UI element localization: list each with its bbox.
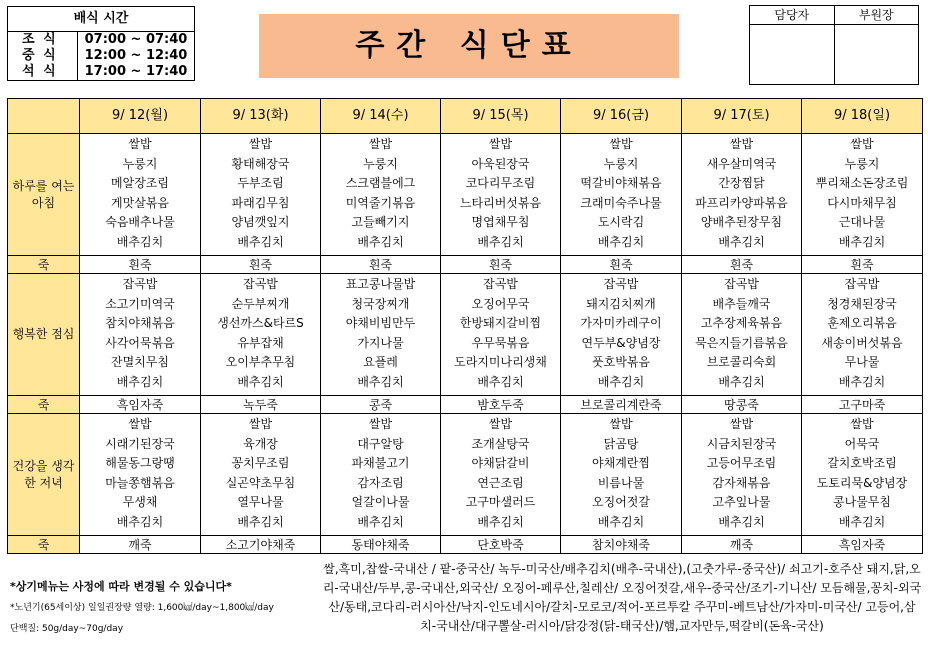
menu-item: 해물동그랑땡 <box>105 456 175 471</box>
menu-item: 콩나물무침 <box>833 495 891 510</box>
menu-item: 쌀밥 <box>729 137 754 151</box>
menu-item: 시금치된장국 <box>706 436 777 451</box>
menu-item: 감자조림 <box>357 475 404 490</box>
day-header: 9/ 18(일) <box>802 99 923 134</box>
menu-item: 사각어묵볶음 <box>105 335 175 350</box>
menu-item: 두부조림 <box>237 176 284 191</box>
serving-label: 석 식 <box>8 64 78 80</box>
menu-item: 메알장조림 <box>111 176 169 191</box>
menu-item: 뿌리채소돈장조림 <box>815 176 909 191</box>
menu-item-list <box>80 274 200 393</box>
menu-item: 잔멸치무침 <box>111 355 169 370</box>
signature-area[interactable] <box>750 25 834 84</box>
menu-item: 갈치호박조림 <box>827 456 897 471</box>
menu-item: 묵은지들기름볶음 <box>695 335 788 350</box>
meal-label-breakfast: 하루를 여는 아침 <box>8 134 80 256</box>
menu-item-list <box>802 274 922 393</box>
ingredient-origin-info: 쌀,흑미,찹쌀-국내산 / 팥-중국산/ 녹두-미국산/배추김치(배추-국내산),(고춧가루-중국산)/ 쇠고기-호주산 돼지,닭,오리-국내산/두부,콩-국내산,외국산/ 오징어-페루산,칠레산/ 오징어젓갈,새우-중국산/조기-기니산/ 모듬해물,꽁치-외국산/동태,코다리-러시아산/낙지-인도네시아/갈치-모로코/적어-포르투칼 주꾸미-베트남산/가자미-미국산/ 고등어,삼치-국내산/대구뽈살-러시아/닭강정(닭-태국산)/햄,교자만두,떡갈비(돈육-국산) <box>322 562 922 633</box>
menu-item: 무생채 <box>122 495 158 510</box>
menu-item: 잡곡밥 <box>243 277 278 291</box>
menu-item-list <box>201 414 320 533</box>
menu-item: 코다리무조림 <box>465 176 536 191</box>
juk-cell: 흰죽 <box>561 256 682 274</box>
menu-item: 배추김치 <box>718 374 765 389</box>
serving-time: 12:00 ~ 12:40 <box>84 48 188 63</box>
juk-cell: 동태야채죽 <box>321 536 441 554</box>
approval-header: 부원장 <box>835 6 919 25</box>
menu-item-list <box>441 274 560 393</box>
menu-cell <box>201 274 321 396</box>
menu-item: 배추김치 <box>357 234 404 249</box>
menu-item: 쌀밥 <box>729 417 754 431</box>
menu-item: 파채불고기 <box>351 456 410 471</box>
menu-item: 감자채볶음 <box>712 475 771 490</box>
menu-item: 조개살탕국 <box>471 436 530 451</box>
menu-item: 배추김치 <box>718 514 765 529</box>
menu-item: 배추김치 <box>718 234 765 249</box>
menu-cell <box>201 414 321 536</box>
serving-time: 17:00 ~ 17:40 <box>84 64 188 79</box>
menu-item: 잡곡밥 <box>844 277 880 291</box>
menu-item: 순두부찌개 <box>231 296 290 311</box>
menu-item: 쌀밥 <box>488 417 513 431</box>
menu-item: 무나물 <box>844 355 880 370</box>
menu-item: 연두부&양념장 <box>581 335 661 350</box>
notes-box <box>7 560 317 656</box>
juk-cell: 흑임자죽 <box>802 536 923 554</box>
menu-item: 도토리묵&양념장 <box>816 475 908 490</box>
menu-item: 배추김치 <box>838 234 886 249</box>
menu-item: 우무묵볶음 <box>471 335 530 350</box>
menu-item: 고구마샐러드 <box>465 495 536 510</box>
menu-item: 고등어무조림 <box>706 456 777 471</box>
menu-item: 배추김치 <box>237 234 284 249</box>
menu-item: 표고콩나물밥 <box>345 277 416 291</box>
juk-cell: 깨죽 <box>80 536 201 554</box>
menu-item: 새우살미역국 <box>706 156 777 171</box>
menu-item: 쌀밥 <box>128 417 152 431</box>
menu-item-list <box>321 274 440 393</box>
juk-cell: 흑임자죽 <box>80 396 201 414</box>
menu-item: 생선까스&타르S <box>217 316 304 331</box>
menu-cell <box>682 134 802 256</box>
menu-item: 배추김치 <box>838 374 886 389</box>
menu-item: 배추김치 <box>237 374 284 389</box>
menu-item: 도라지미나리생채 <box>454 355 547 370</box>
menu-item: 배추김치 <box>597 514 645 529</box>
menu-item: 누룽지 <box>844 156 880 171</box>
menu-item-list <box>321 134 440 253</box>
breakfast-row <box>8 134 923 256</box>
juk-cell: 소고기야채죽 <box>201 536 321 554</box>
menu-item-list <box>802 134 922 253</box>
approval-header: 담당자 <box>750 6 834 25</box>
juk-cell: 흰죽 <box>682 256 802 274</box>
menu-cell <box>802 274 923 396</box>
serving-time: 07:00 ~ 07:40 <box>84 32 188 47</box>
menu-item: 소고기미역국 <box>105 296 175 311</box>
menu-item: 누룽지 <box>363 156 398 171</box>
juk-label: 죽 <box>8 396 80 414</box>
juk-cell: 흰죽 <box>80 256 201 274</box>
day-header: 9/ 17(토) <box>682 99 802 134</box>
menu-item: 아욱된장국 <box>471 156 530 171</box>
menu-item-list <box>441 414 560 533</box>
juk-cell: 흰죽 <box>321 256 441 274</box>
menu-item: 잡곡밥 <box>483 277 518 291</box>
menu-item-list <box>441 134 560 253</box>
menu-item: 배추김치 <box>357 514 404 529</box>
menu-item: 청경채된장국 <box>827 296 897 311</box>
juk-cell: 흰죽 <box>802 256 923 274</box>
menu-item: 쌀밥 <box>609 417 633 431</box>
menu-item: 훈제오리볶음 <box>827 316 897 331</box>
change-notice: *상기메뉴는 사정에 따라 변경될 수 있습니다* <box>10 580 232 593</box>
menu-item: 오이부추무침 <box>225 355 296 370</box>
menu-item: 육개장 <box>243 436 278 451</box>
menu-item: 배추김치 <box>116 374 164 389</box>
juk-label: 죽 <box>8 536 80 554</box>
menu-item: 누룽지 <box>122 156 158 171</box>
menu-item: 참치야채볶음 <box>105 316 175 331</box>
menu-item: 게맛살볶음 <box>111 195 169 210</box>
menu-item: 브로콜리숙회 <box>706 355 777 370</box>
menu-cell <box>441 414 561 536</box>
day-header-row <box>8 99 923 134</box>
menu-item: 마늘쫑햄볶음 <box>105 475 175 490</box>
menu-cell <box>80 414 201 536</box>
juk-label: 죽 <box>8 256 80 274</box>
juk-cell: 흰죽 <box>201 256 321 274</box>
menu-item: 파프리카양파볶음 <box>695 195 788 210</box>
menu-item: 배추김치 <box>477 374 524 389</box>
menu-item-list <box>802 414 922 533</box>
menu-item: 쌀밥 <box>248 137 273 151</box>
menu-item: 고들빼기지 <box>351 215 410 230</box>
menu-item: 간장찜닭 <box>718 176 765 191</box>
menu-item: 배추김치 <box>477 514 524 529</box>
serving-label: 조 식 <box>8 32 78 48</box>
menu-item: 미역줄기볶음 <box>345 195 416 210</box>
menu-item: 돼지김치찌개 <box>586 296 656 311</box>
day-header: 9/ 14(수) <box>321 99 441 134</box>
menu-item: 풋호박볶음 <box>592 355 650 370</box>
menu-item: 어묵국 <box>844 436 880 451</box>
juk-cell: 깨죽 <box>682 536 802 554</box>
menu-item-list <box>201 274 320 393</box>
serving-label: 중 식 <box>8 48 78 64</box>
serving-row-dinner <box>8 64 194 80</box>
menu-item: 쌀밥 <box>850 137 874 151</box>
menu-cell <box>561 414 682 536</box>
menu-item: 얼갈이나물 <box>351 495 410 510</box>
menu-item: 대구알탕 <box>357 436 404 451</box>
approval-col-manager <box>750 6 834 84</box>
menu-item: 유부잡채 <box>237 335 284 350</box>
menu-item: 배추김치 <box>477 234 524 249</box>
menu-item-list <box>682 274 801 393</box>
menu-item: 야채비빔만두 <box>345 316 416 331</box>
menu-item-list <box>561 274 681 393</box>
menu-item-list <box>682 414 801 533</box>
lunch-juk-row <box>8 396 923 414</box>
serving-time-box <box>7 6 195 81</box>
menu-item: 양념깻잎지 <box>231 215 290 230</box>
menu-item: 요플레 <box>363 355 398 370</box>
menu-item: 청국장찌개 <box>351 296 410 311</box>
menu-item: 근대나물 <box>838 215 886 230</box>
menu-item: 떡갈비야채볶음 <box>580 176 662 191</box>
menu-item: 배추김치 <box>116 514 164 529</box>
menu-item: 도시락김 <box>597 215 645 230</box>
menu-item: 크래미숙주나물 <box>580 195 662 210</box>
juk-cell: 흰죽 <box>441 256 561 274</box>
menu-cell <box>321 414 441 536</box>
day-header: 9/ 16(금) <box>561 99 682 134</box>
weekly-menu-table <box>7 98 923 554</box>
meal-label-dinner: 건강을 생각한 저녁 <box>8 414 80 536</box>
menu-item: 다시마채무침 <box>827 195 897 210</box>
menu-item: 누룽지 <box>603 156 639 171</box>
juk-cell: 단호박죽 <box>441 536 561 554</box>
menu-item: 배추김치 <box>237 514 284 529</box>
juk-cell: 브로콜리계란죽 <box>561 396 682 414</box>
menu-cell <box>802 414 923 536</box>
menu-item-list <box>561 134 681 253</box>
menu-cell <box>682 414 802 536</box>
menu-item: 양배추된장무침 <box>700 215 783 230</box>
day-header: 9/ 13(화) <box>201 99 321 134</box>
menu-item: 쌀밥 <box>609 137 633 151</box>
day-header: 9/ 15(목) <box>441 99 561 134</box>
juk-cell: 콩죽 <box>321 396 441 414</box>
approval-col-vice-director <box>834 6 919 84</box>
menu-item: 고추잎나물 <box>712 495 771 510</box>
menu-item-list <box>80 134 200 253</box>
juk-cell: 땅콩죽 <box>682 396 802 414</box>
menu-item: 쌀밥 <box>488 137 513 151</box>
menu-item-list <box>682 134 801 253</box>
menu-item-list <box>321 414 440 533</box>
menu-item: 야채계란찜 <box>592 456 650 471</box>
menu-item: 배추김치 <box>838 514 886 529</box>
menu-item: 닭곰탕 <box>603 436 639 451</box>
meal-label-lunch: 행복한 점심 <box>8 274 80 396</box>
menu-item: 배추김치 <box>357 374 404 389</box>
signature-area[interactable] <box>835 25 919 84</box>
calorie-recommendation: *노년기(65세이상) 일일권장량 열량: 1,600㎉/day~1,800㎉/day <box>10 603 274 613</box>
menu-item: 꽁치무조림 <box>231 456 290 471</box>
menu-item: 연근조림 <box>477 475 524 490</box>
menu-cell <box>802 134 923 256</box>
day-header: 9/ 12(월) <box>80 99 201 134</box>
menu-item: 쌀밥 <box>128 137 152 151</box>
protein-recommendation: 단백질: 50g/day~70g/day <box>10 624 124 634</box>
menu-item: 실곤약초무침 <box>225 475 296 490</box>
menu-item: 느타리버섯볶음 <box>459 195 542 210</box>
menu-item: 쌀밥 <box>248 417 273 431</box>
menu-item: 황태해장국 <box>231 156 290 171</box>
menu-item: 쌀밥 <box>850 417 874 431</box>
menu-item: 배추김치 <box>597 234 645 249</box>
menu-item: 파래김무침 <box>231 195 290 210</box>
dinner-row <box>8 414 923 536</box>
menu-item: 배추김치 <box>116 234 164 249</box>
menu-cell <box>682 274 802 396</box>
menu-item: 쌀밥 <box>368 417 393 431</box>
juk-cell: 밤호두죽 <box>441 396 561 414</box>
menu-cell <box>441 134 561 256</box>
serving-row-lunch <box>8 48 194 64</box>
menu-item: 명엽채무침 <box>471 215 530 230</box>
menu-cell <box>321 134 441 256</box>
menu-item: 시래기된장국 <box>105 436 175 451</box>
breakfast-juk-row <box>8 256 923 274</box>
menu-item: 야채닭갈비 <box>471 456 530 471</box>
serving-row-breakfast <box>8 32 194 48</box>
menu-item: 새송이버섯볶음 <box>821 335 903 350</box>
menu-item: 비름나물 <box>597 475 645 490</box>
menu-cell <box>80 274 201 396</box>
corner-cell <box>8 99 80 134</box>
menu-item: 스크램블에그 <box>345 176 416 191</box>
menu-item-list <box>561 414 681 533</box>
menu-item: 배추김치 <box>597 374 645 389</box>
menu-item-list <box>201 134 320 253</box>
menu-item: 가자미카레구이 <box>580 316 662 331</box>
menu-cell <box>561 274 682 396</box>
menu-item: 오징어무국 <box>471 296 530 311</box>
menu-item: 열무나물 <box>237 495 284 510</box>
menu-item: 한방돼지갈비찜 <box>459 316 542 331</box>
menu-item-list <box>80 414 200 533</box>
menu-item: 쌀밥 <box>368 137 393 151</box>
page-title: 주간 식단표 <box>259 14 679 78</box>
dinner-juk-row <box>8 536 923 554</box>
menu-cell <box>321 274 441 396</box>
serving-time-header: 배식 시간 <box>8 7 194 32</box>
menu-item: 숙음배추나물 <box>105 215 175 230</box>
menu-item: 오징어젓갈 <box>592 495 650 510</box>
menu-cell <box>201 134 321 256</box>
approval-box <box>749 5 919 85</box>
menu-item: 잡곡밥 <box>122 277 158 291</box>
juk-cell: 참치야채죽 <box>561 536 682 554</box>
menu-item: 배추들깨국 <box>712 296 771 311</box>
menu-item: 잡곡밥 <box>603 277 639 291</box>
juk-cell: 녹두죽 <box>201 396 321 414</box>
menu-cell <box>561 134 682 256</box>
juk-cell: 고구마죽 <box>802 396 923 414</box>
menu-item: 잡곡밥 <box>724 277 759 291</box>
menu-item: 고추장제육볶음 <box>700 316 783 331</box>
menu-cell <box>441 274 561 396</box>
menu-item: 가지나물 <box>357 335 404 350</box>
menu-cell <box>80 134 201 256</box>
lunch-row <box>8 274 923 396</box>
